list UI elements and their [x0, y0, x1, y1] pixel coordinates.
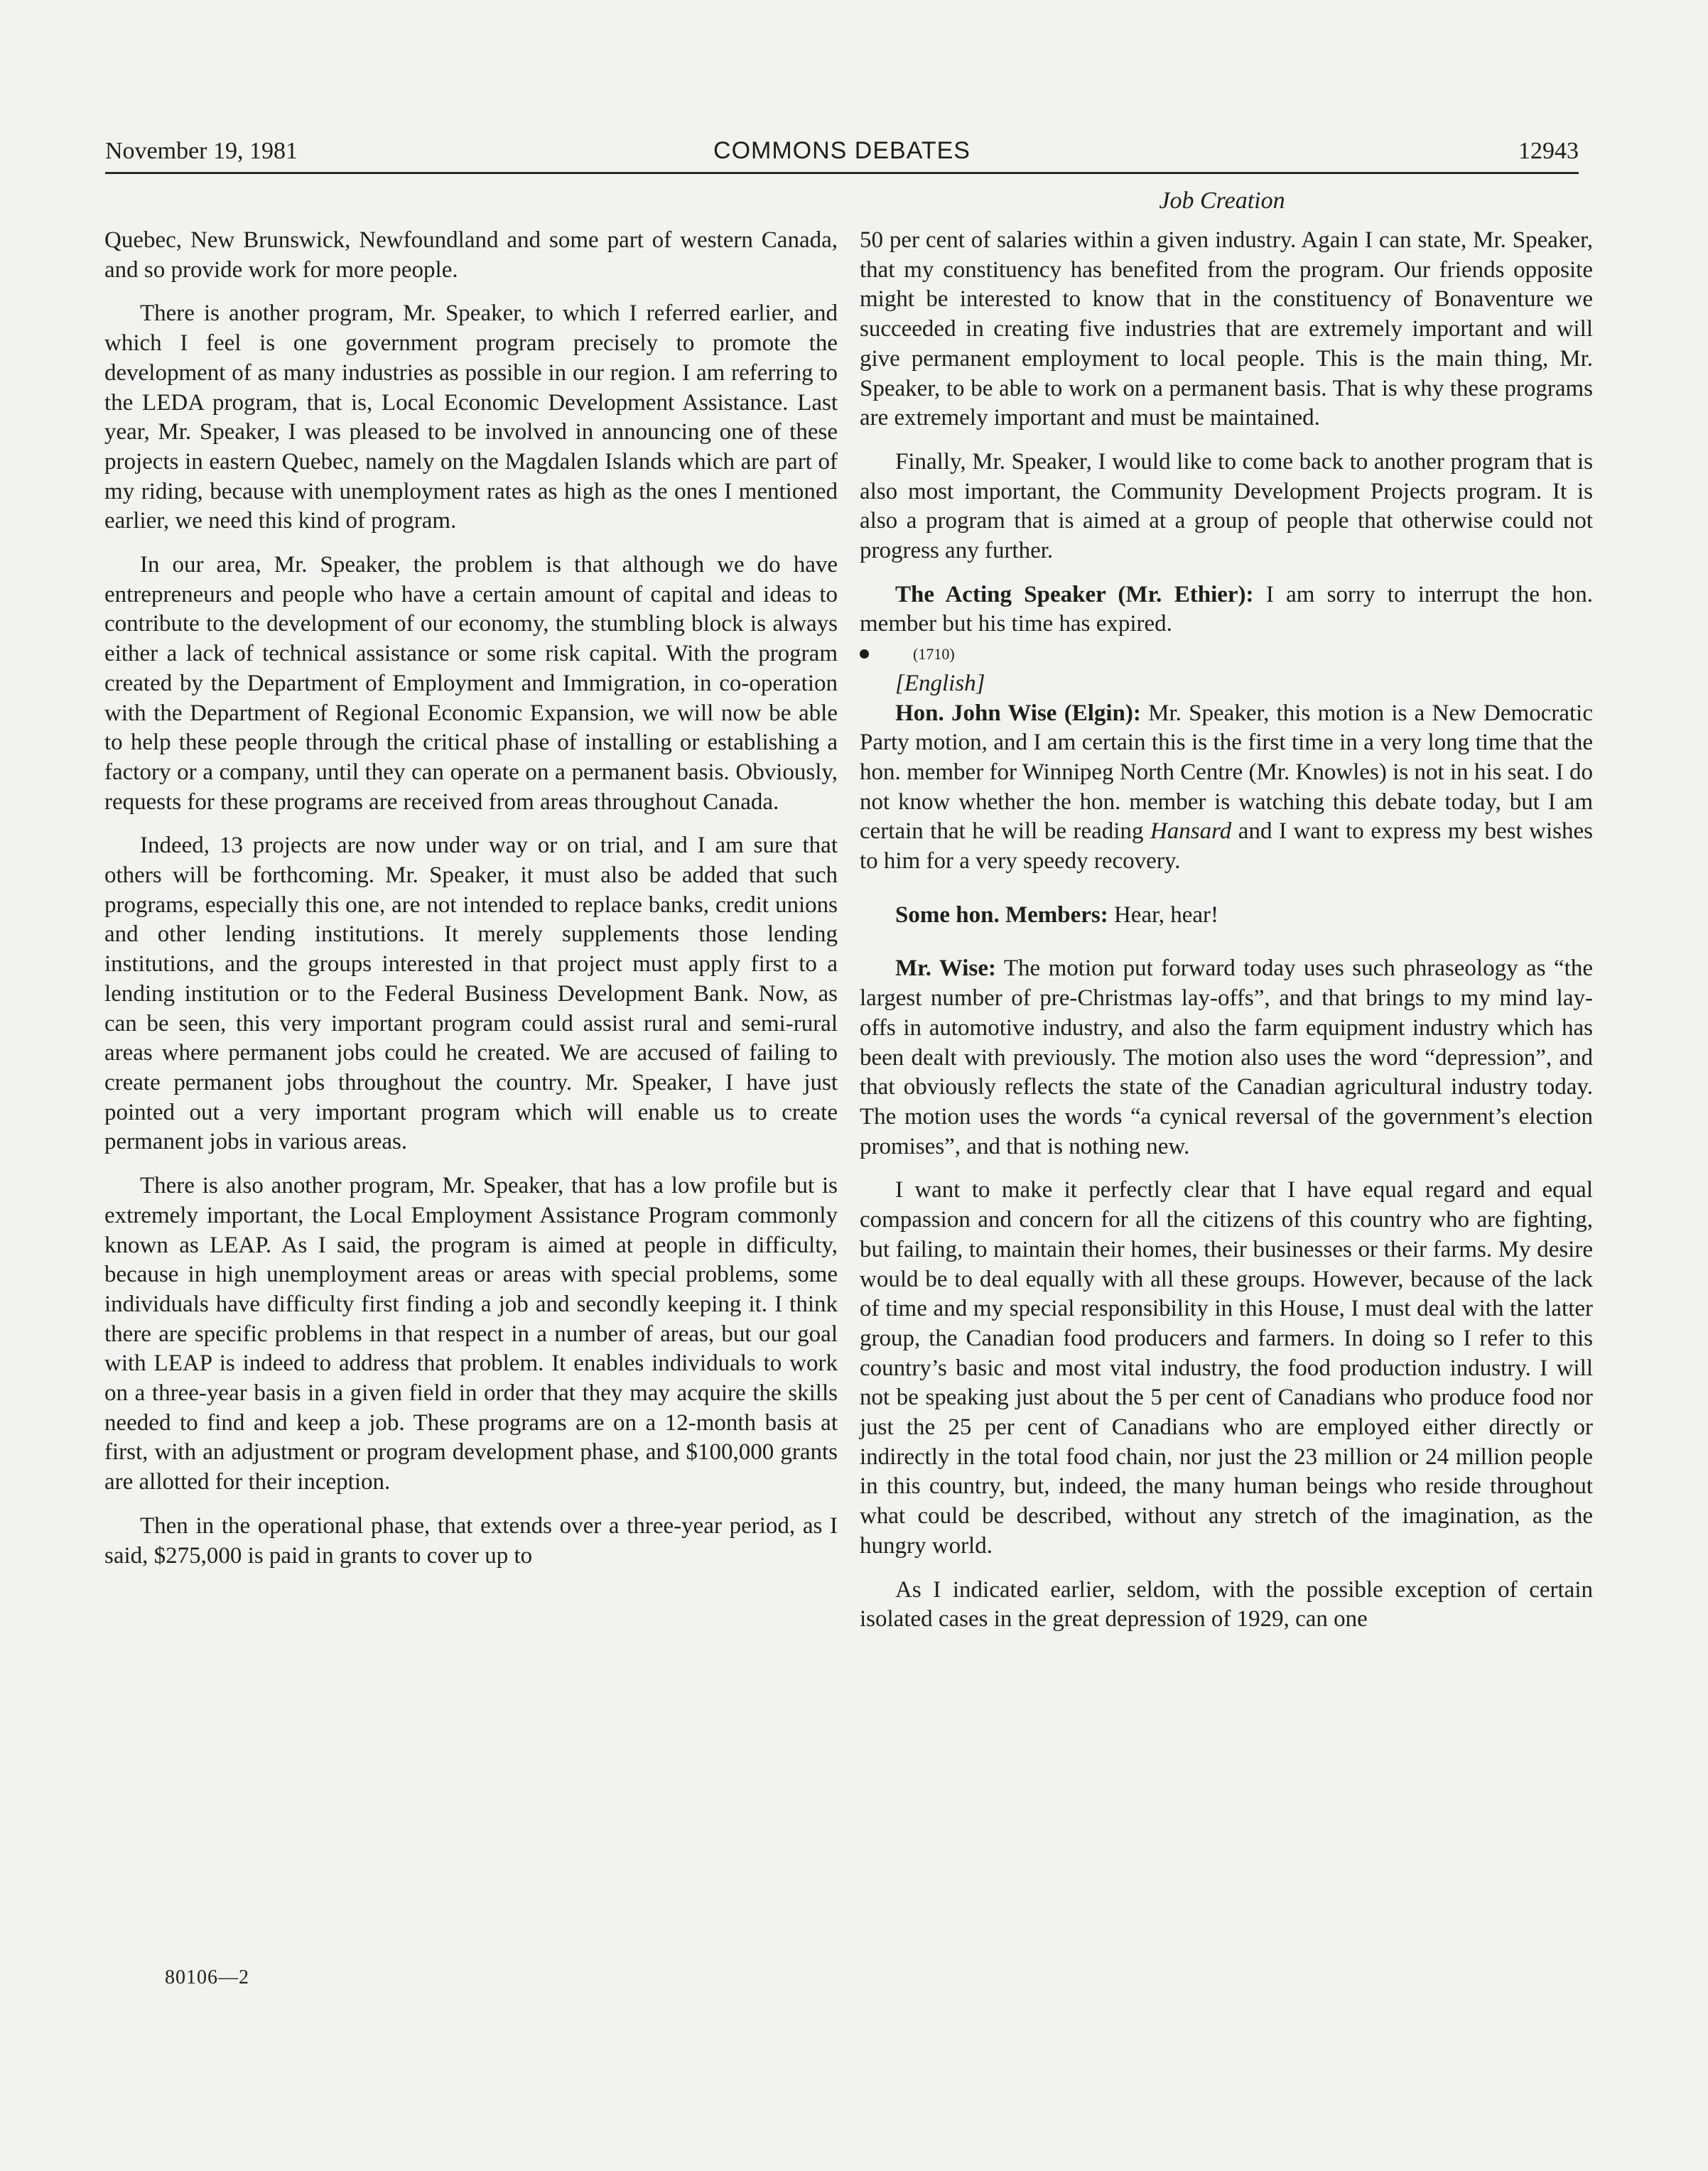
paragraph: In our area, Mr. Speaker, the problem is that although we do have entrepreneurs and people who have a certain amount of capital and ideas to contribute to the development of our economy, the stumbling block is always either a lack of technical assistance or some risk capital. With the program created by the Department of Employment and Immigration, in co-operation with the Department of Regional Economic Expansion, we will now be able to help these people through the critical phase of installing or establishing a factory or a company, until they can operate on a permanent basis. Obviously, requests for these programs are received from areas throughout Canada. [104, 552, 838, 815]
footer-code: 80106—2 [165, 1966, 249, 1988]
paragraph: There is also another program, Mr. Speaker, that has a low profile but is extremely important, the Local Employment Assistance Program commonly known as LEAP. As I said, the program is aimed at people in difficulty, because in high unemployment areas or areas with special problems, some individuals have difficulty first finding a job and secondly keeping it. I think there are specific problems in that respect in a number of areas, but our goal with LEAP is indeed to address that problem. It enables individuals to work on a three-year basis in a given field in order that they may acquire the skills needed to find and keep a job. These programs are on a 12-month basis at first, with an adjustment or program development phase, and $100,000 grants are allotted for their inception. [104, 1173, 838, 1495]
italic-reference: Hansard [1150, 818, 1232, 845]
header-date: November 19, 1981 [105, 138, 298, 164]
speech-paragraph [860, 699, 1593, 877]
header-publication: COMMONS DEBATES [713, 137, 971, 164]
paragraph: Quebec, New Brunswick, Newfoundland and some part of western Canada, and so provide work for more people. [104, 227, 838, 283]
bullet-icon [860, 649, 869, 659]
speaker-name: The Acting Speaker (Mr. Ethier): [895, 581, 1254, 607]
speech-paragraph [860, 901, 1593, 931]
paragraph: Finally, Mr. Speaker, I would like to come back to another program that is also most important, the Community Development Projects program. It is also a program that is aimed at a group of people that otherwise could not progress any further. [860, 448, 1593, 564]
paragraph: 50 per cent of salaries within a given industry. Again I can state, Mr. Speaker, that my constituency has benefited from the program. Our friends opposite might be interested to know that in the constituency of Bonaventure we succeeded in creating five industries that are extremely important and will give permanent employment to local people. This is the main thing, Mr. Speaker, to be able to work on a permanent basis. That is why these programs are extremely important and must be maintained. [860, 227, 1593, 431]
header-page-number: 12943 [1518, 138, 1579, 164]
paragraph: As I indicated earlier, seldom, with the possible exception of certain isolated cases in the great depression of 1929, can one [860, 1576, 1593, 1633]
speech-paragraph [860, 580, 1593, 639]
left-column [104, 226, 838, 1571]
speaker-name: Mr. Wise: [895, 955, 996, 982]
section-title: Job Creation [1159, 188, 1285, 214]
page-header [105, 128, 1579, 174]
time-marker-text: (1710) [913, 645, 955, 664]
speech-text: Hear, hear! [1113, 902, 1219, 928]
speech-text: Mr. Speaker, this motion is a New Democratic Party motion, and I am certain this is the first time in a very long time that the hon. member for Winnipeg North Centre (Mr. Knowles) is not in his seat. I do not know whether the hon. member is watching this debate today, but I am certain that he will be reading [860, 700, 1593, 845]
speech-text: and I want to express my best wishes to him for a very speedy recovery. [860, 818, 1594, 875]
time-marker [860, 639, 1593, 669]
language-marker: [English] [895, 670, 985, 696]
speaker-name: Some hon. Members: [895, 902, 1108, 928]
paragraph: I want to make it perfectly clear that I have equal regard and equal compassion and concern for all the citizens of this country who are fighting, but failing, to maintain their homes, their businesses or their farms. My desire would be to deal equally with all these groups. However, because of the lack of time and my special responsibility in this House, I must deal with the latter group, the Canadian food producers and farmers. In doing so I refer to this country’s basic and most vital industry, the food production industry. I will not be speaking just about the 5 per cent of Canadians who produce food nor just the 25 per cent of Canadians who are employed either directly or indirectly in the total food chain, nor just the 23 million or 24 million people in this country, but, indeed, the many human beings who reside throughout what could be described, without any stretch of the imagination, as the hungry world. [860, 1177, 1593, 1559]
paragraph: Indeed, 13 projects are now under way or on trial, and I am sure that others will be forthcoming. Mr. Speaker, it must also be added that such programs, especially this one, are not intended to replace banks, credit unions and other lending institutions. It merely supplements those lending institutions, and the groups interested in that project must apply first to a lending institution or to the Federal Business Development Bank. Now, as can be seen, this very important program could assist rural and semi-rural areas where permanent jobs could he created. We are accused of failing to create permanent jobs throughout the country. Mr. Speaker, I have just pointed out a very important program which will enable us to create permanent jobs in various areas. [104, 833, 838, 1155]
speech-text: I am sorry to interrupt the hon. member but his time has expired. [860, 581, 1593, 637]
right-column [860, 226, 1593, 1635]
speech-paragraph [860, 954, 1593, 1162]
speaker-name: Hon. John Wise (Elgin): [895, 700, 1141, 726]
paragraph: Then in the operational phase, that extends over a three-year period, as I said, $275,000 is paid in grants to cover up to [104, 1512, 838, 1569]
paragraph: There is another program, Mr. Speaker, to which I referred earlier, and which I feel is one government program precisely to promote the development of as many industries as possible in our region. I am referring to the LEDA program, that is, Local Economic Development Assistance. Last year, Mr. Speaker, I was pleased to be involved in announcing one of these projects in eastern Quebec, namely on the Magdalen Islands which are part of my riding, because with unemployment rates as high as the ones I mentioned earlier, we need this kind of program. [104, 301, 838, 534]
speech-text: The motion put forward today uses such phraseology as “the largest number of pre-Christmas lay-offs”, and that brings to my mind lay-offs in automotive industry, and also the farm equipment industry which has been dealt with previously. The motion also uses the word “depression”, and that obviously reflects the state of the Canadian agricultural industry today. The motion uses the words “a cynical reversal of the government’s election promises”, and that is nothing new. [860, 955, 1593, 1159]
